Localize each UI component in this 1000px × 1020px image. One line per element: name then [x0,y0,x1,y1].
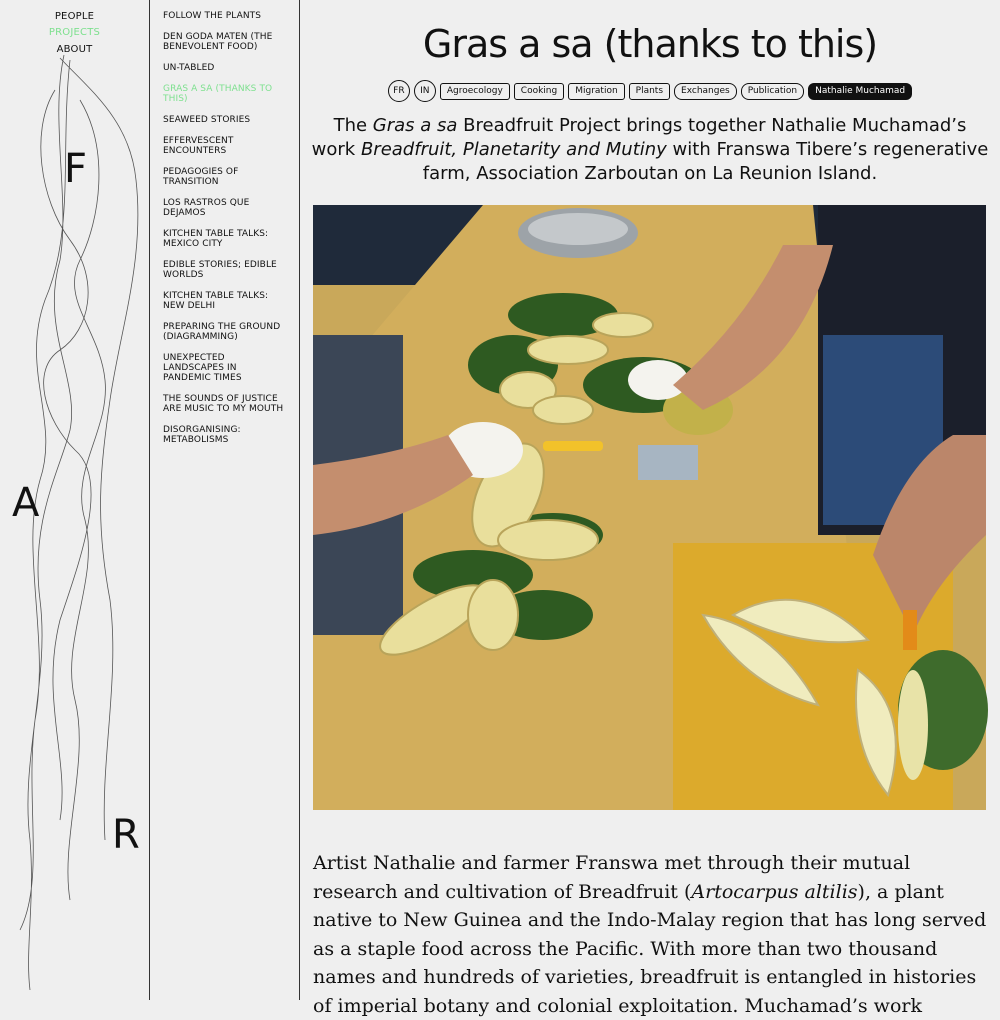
intro-part: with Franswa Tibere’s regenerative farm, Association Zarboutan on La Reunion Island. [422,139,989,184]
intro-text [310,114,990,186]
tag-exchanges[interactable]: Exchanges [674,83,737,100]
project-link-preparing-the-ground[interactable]: PREPARING THE GROUND (DIAGRAMMING) [163,322,281,342]
project-link-disorganising[interactable]: DISORGANISING: METABOLISMS [163,425,241,445]
project-link-den-goda-maten[interactable]: DEN GODA MATEN (THE BENEVOLENT FOOD) [163,32,273,52]
project-link-un-tabled[interactable]: UN-TABLED [163,63,215,73]
project-link-sounds-of-justice[interactable]: THE SOUNDS OF JUSTICE ARE MUSIC TO MY MOUTH [163,394,284,414]
body-text [313,849,993,1020]
nav-people[interactable]: PEOPLE [54,11,95,22]
lang-in-button[interactable]: IN [414,80,436,102]
logo-letter-r: R [112,812,140,858]
project-link-effervescent-encounters[interactable]: EFFERVESCENT ENCOUNTERS [163,136,234,156]
lang-fr-button[interactable]: FR [388,80,410,102]
body-italic: Artocarpus altilis [691,880,858,903]
intro-part: Breadfruit Project brings together Nathalie Muchamad’s work [311,115,967,160]
logo-letter-a: A [12,480,40,526]
nav-projects[interactable]: PROJECTS [48,27,101,38]
project-link-gras-a-sa[interactable]: GRAS A SA (THANKS TO THIS) [163,84,273,104]
project-content [300,0,1000,1017]
project-link-seaweed-stories[interactable]: SEAWEED STORIES [163,115,251,125]
body-part: ), a plant native to New Guinea and the Indo-Malay region that has long served as a staple food across the Pacific. With more than two thousand names and hundreds of varieties, breadfruit is entangled in histories of imperial botany and colonial exploitation. Muchamad’s work [313,880,987,1017]
project-link-unexpected-landscapes[interactable]: UNEXPECTED LANDSCAPES IN PANDEMIC TIMES [163,353,242,383]
project-photo [313,205,986,810]
intro-italic: Gras a sa [372,115,458,136]
project-link-los-rastros[interactable]: LOS RASTROS QUE DEJAMOS [163,198,250,218]
page-title: Gras a sa (thanks to this) [422,22,878,66]
project-link-ktt-mexico-city[interactable]: KITCHEN TABLE TALKS: MEXICO CITY [163,229,269,249]
nav-about[interactable]: ABOUT [56,44,93,55]
body-part: Artist Nathalie and farmer Franswa met through their mutual research and cultivation of Breadfruit ( [313,852,911,903]
projects-list [150,0,300,1000]
project-link-edible-stories[interactable]: EDIBLE STORIES; EDIBLE WORLDS [163,260,277,280]
project-link-follow-the-plants[interactable]: FOLLOW THE PLANTS [163,11,262,21]
tag-publication[interactable]: Publication [741,83,804,100]
tag-plants[interactable]: Plants [629,83,670,100]
breadfruit-photo-illustration [313,205,986,810]
tag-person-nathalie-muchamad[interactable]: Nathalie Muchamad [808,83,912,100]
site-nav [0,0,150,1000]
tag-cooking[interactable]: Cooking [514,83,564,100]
project-link-ktt-new-delhi[interactable]: KITCHEN TABLE TALKS: NEW DELHI [163,291,269,311]
intro-italic: Breadfruit, Planetarity and Mutiny [360,139,667,160]
tag-migration[interactable]: Migration [568,83,624,100]
project-link-pedagogies-of-transition[interactable]: PEDAGOGIES OF TRANSITION [163,167,239,187]
intro-part: The [333,115,373,136]
logo-letter-f: F [64,146,88,192]
tag-agroecology[interactable]: Agroecology [440,83,510,100]
tag-bar [300,80,1000,102]
